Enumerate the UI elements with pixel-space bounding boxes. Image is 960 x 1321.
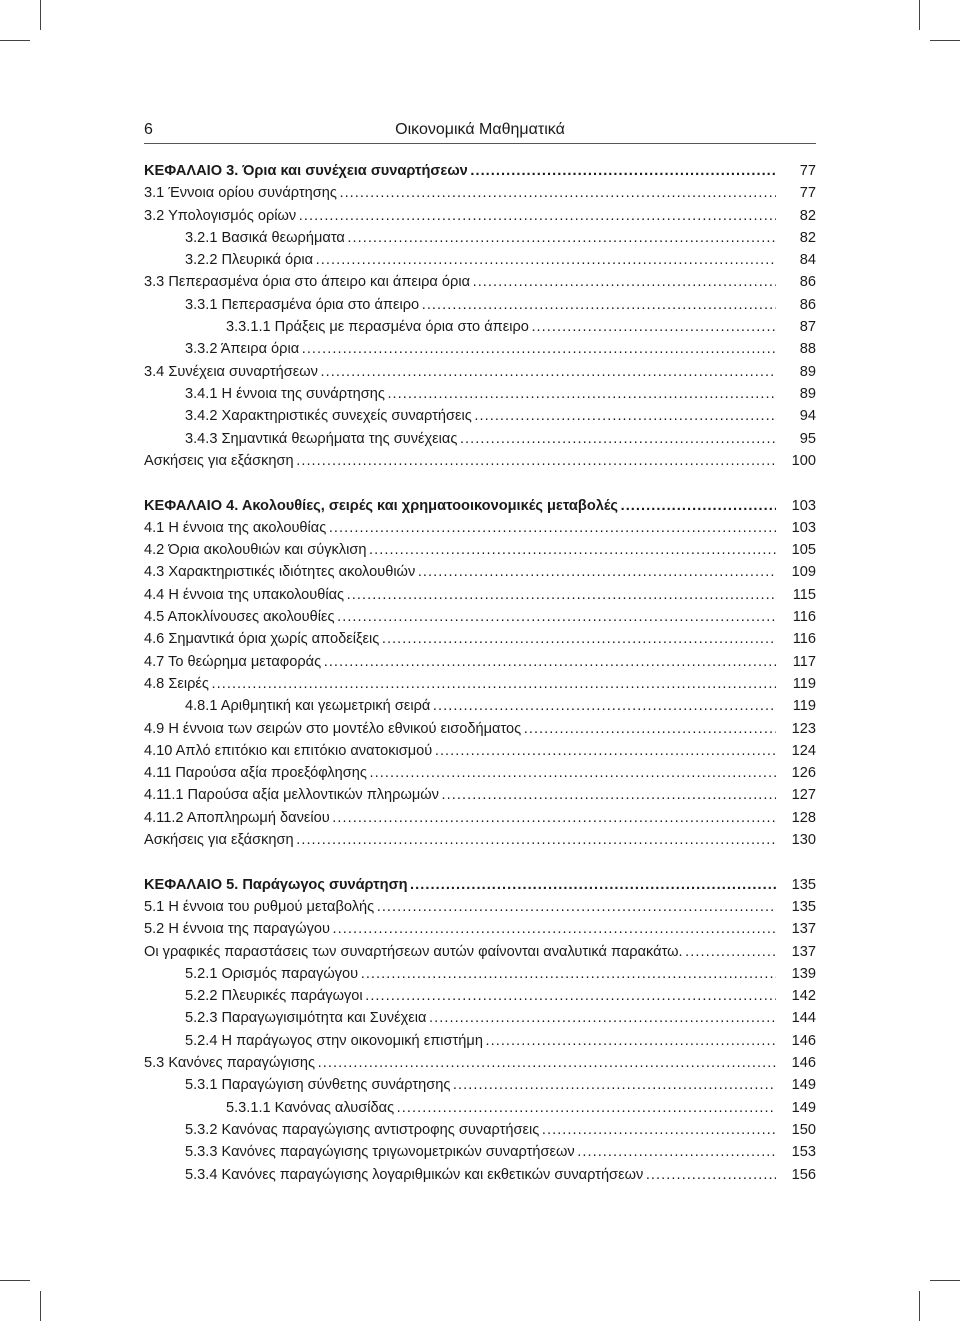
- toc-entry-title: 3.4.3 Σημαντικά θεωρήματα της συνέχειας . . .: [144, 428, 776, 450]
- running-title: Οικονομικά Μαθηματικά: [395, 121, 565, 138]
- toc-entry: [144, 338, 816, 360]
- toc-page-number: 119: [792, 675, 816, 692]
- toc-page-number: 105: [791, 542, 816, 559]
- toc-entry-title: 5.2.4 Η παράγωγος στην οικονομική επιστήμη . . .: [144, 1030, 776, 1052]
- toc-entry-title: 3.4.2 Χαρακτηριστικές συνεχείς συναρτήσεις . . .: [144, 405, 776, 427]
- toc-entry-title: 5.3.4 Κανόνες παραγώγισης λογαριθμικών και εκθετικών συναρτήσεων . . .: [144, 1164, 776, 1186]
- toc-entry: [144, 695, 816, 717]
- toc-page-number: 116: [792, 631, 816, 648]
- table-of-contents: [144, 160, 816, 1186]
- toc-page-number: 150: [791, 1121, 816, 1138]
- toc-entry: [144, 271, 816, 293]
- toc-entry-title: 4.1 Η έννοια της ακολουθίας . . .: [144, 517, 776, 539]
- toc-entry-title: 4.11.1 Παρούσα αξία μελλοντικών πληρωμών . . .: [144, 784, 776, 806]
- toc-entry: [144, 1007, 816, 1029]
- toc-chapter-heading: [144, 874, 816, 896]
- toc-page-number: 137: [791, 921, 816, 938]
- toc-entry-title: 5.3.3 Κανόνες παραγώγισης τριγωνομετρικών συναρτήσεων . . .: [144, 1141, 776, 1163]
- toc-page-number: 144: [791, 1010, 816, 1027]
- toc-entry-title: 4.10 Απλό επιτόκιο και επιτόκιο ανατοκισμού . . .: [144, 740, 776, 762]
- toc-entry: [144, 673, 816, 695]
- toc-entry: [144, 628, 816, 650]
- toc-entry: [144, 740, 816, 762]
- toc-page-number: 88: [799, 341, 816, 358]
- page-number: 6: [144, 121, 153, 138]
- toc-entry: [144, 918, 816, 940]
- toc-entry: [144, 205, 816, 227]
- toc-entry-title: 4.8.1 Αριθμητική και γεωμετρική σειρά . . .: [144, 695, 776, 717]
- toc-entry: [144, 584, 816, 606]
- toc-entry: [144, 784, 816, 806]
- crop-mark-bottom-left: [40, 1291, 41, 1321]
- toc-page-number: 100: [791, 452, 816, 469]
- toc-page-number: 82: [799, 229, 816, 246]
- toc-entry: [144, 606, 816, 628]
- toc-page-number: 115: [792, 586, 816, 603]
- toc-page-number: 149: [791, 1099, 816, 1116]
- toc-entry: [144, 1141, 816, 1163]
- toc-entry-title: 5.2.1 Ορισμός παραγώγου . . .: [144, 963, 776, 985]
- toc-entry: [144, 405, 816, 427]
- toc-page-number: 119: [792, 698, 816, 715]
- toc-entry-title: 4.11 Παρούσα αξία προεξόφλησης . . .: [144, 762, 776, 784]
- toc-entry: [144, 985, 816, 1007]
- toc-page-number: 77: [799, 163, 816, 179]
- toc-entry-title: 3.4.1 Η έννοια της συνάρτησης . . .: [144, 383, 776, 405]
- toc-page-number: 82: [799, 207, 816, 224]
- toc-entry-title: Ασκήσεις για εξάσκηση . . .: [144, 829, 776, 851]
- toc-section-gap: [144, 851, 816, 873]
- toc-entry-title: 3.3.1 Πεπερασμένα όρια στο άπειρο . . .: [144, 294, 776, 316]
- toc-entry-title: Ασκήσεις για εξάσκηση . . .: [144, 450, 776, 472]
- crop-mark-bottom-right: [919, 1291, 920, 1321]
- toc-entry-title: 3.2 Υπολογισμός ορίων . . .: [144, 205, 776, 227]
- toc-page-number: 123: [791, 720, 816, 737]
- toc-page-number: 124: [791, 742, 816, 759]
- toc-entry: [144, 249, 816, 271]
- toc-entry: [144, 896, 816, 918]
- toc-page-number: 109: [791, 564, 816, 581]
- toc-entry: [144, 651, 816, 673]
- toc-entry: [144, 762, 816, 784]
- toc-page-number: 117: [792, 653, 816, 670]
- toc-entry-title: 4.9 Η έννοια των σειρών στο μοντέλο εθνικού εισοδήματος . . .: [144, 718, 776, 740]
- toc-entry-title: 3.2.2 Πλευρικά όρια . . .: [144, 249, 776, 271]
- toc-entry-title: 5.2 Η έννοια της παραγώγου . . .: [144, 918, 776, 940]
- toc-entry: [144, 807, 816, 829]
- toc-page-number: 89: [799, 363, 816, 380]
- toc-entry-title: 4.4 Η έννοια της υπακολουθίας . . .: [144, 584, 776, 606]
- toc-entry-title: 3.3 Πεπερασμένα όρια στο άπειρο και άπειρα όρια . . .: [144, 271, 776, 293]
- toc-page-number: 87: [799, 319, 816, 336]
- toc-entry: [144, 1164, 816, 1186]
- toc-entry: [144, 1119, 816, 1141]
- toc-entry-title: 3.1 Έννοια ορίου συνάρτησης . . .: [144, 182, 776, 204]
- toc-entry: [144, 539, 816, 561]
- toc-entry: [144, 1052, 816, 1074]
- toc-entry-title: 4.7 Το θεώρημα μεταφοράς . . .: [144, 651, 776, 673]
- toc-entry: [144, 361, 816, 383]
- toc-page-number: 146: [791, 1055, 816, 1072]
- toc-page-number: 84: [799, 252, 816, 269]
- toc-page-number: 146: [791, 1032, 816, 1049]
- toc-entry-title: 5.1 Η έννοια του ρυθμού μεταβολής . . .: [144, 896, 776, 918]
- toc-page-number: 139: [791, 965, 816, 982]
- toc-page-number: 156: [791, 1166, 816, 1183]
- toc-entry-title: 3.3.2 Άπειρα όρια . . .: [144, 338, 776, 360]
- toc-page-number: 153: [791, 1144, 816, 1161]
- toc-entry: [144, 316, 816, 338]
- toc-entry: [144, 1030, 816, 1052]
- toc-entry-title: 3.2.1 Βασικά θεωρήματα . . .: [144, 227, 776, 249]
- toc-entry-title: 5.2.2 Πλευρικές παράγωγοι . . .: [144, 985, 776, 1007]
- toc-entry: [144, 963, 816, 985]
- toc-page-number: 130: [791, 832, 816, 848]
- toc-entry-title: 5.3.1.1 Κανόνας αλυσίδας . . .: [144, 1097, 776, 1119]
- toc-entry: [144, 428, 816, 450]
- toc-entry: [144, 294, 816, 316]
- toc-entry: [144, 1074, 816, 1096]
- toc-page-number: 94: [799, 408, 816, 425]
- toc-page-number: 128: [791, 809, 816, 826]
- toc-section-gap: [144, 472, 816, 494]
- toc-page-number: 135: [791, 898, 816, 915]
- toc-page-number: 95: [799, 430, 816, 447]
- toc-entry-title: 4.5 Αποκλίνουσες ακολουθίες . . .: [144, 606, 776, 628]
- toc-entry: [144, 450, 816, 472]
- toc-entry-title: 4.6 Σημαντικά όρια χωρίς αποδείξεις . . .: [144, 628, 776, 650]
- toc-page-number: 149: [791, 1077, 816, 1094]
- toc-entry-title: 5.3 Κανόνες παραγώγισης . . .: [144, 1052, 776, 1074]
- toc-entry: [144, 718, 816, 740]
- crop-mark-top-right: [919, 0, 920, 30]
- toc-entry-title: ΚΕΦΑΛΑΙΟ 4. Ακολουθίες, σειρές και χρηματοοικονομικές μεταβολές . . .: [144, 495, 776, 517]
- toc-entry-title: 5.3.1 Παραγώγιση σύνθετης συνάρτησης . . .: [144, 1074, 776, 1096]
- toc-chapter-heading: [144, 495, 816, 517]
- toc-entry-title: 5.2.3 Παραγωγισιμότητα και Συνέχεια . . .: [144, 1007, 776, 1029]
- toc-entry-title: 5.3.2 Κανόνας παραγώγισης αντιστροφης συναρτήσεις . . .: [144, 1119, 776, 1141]
- crop-mark-right-top: [930, 40, 960, 41]
- page-header: [144, 119, 816, 144]
- toc-page-number: 86: [799, 274, 816, 291]
- toc-entry-title: 3.4 Συνέχεια συναρτήσεων . . .: [144, 361, 776, 383]
- toc-entry: [144, 561, 816, 583]
- toc-entry: [144, 182, 816, 204]
- toc-entry: [144, 1097, 816, 1119]
- toc-chapter-heading: [144, 160, 816, 182]
- toc-entry-title: 4.8 Σειρές . . .: [144, 673, 776, 695]
- crop-mark-top-left: [40, 0, 41, 30]
- crop-mark-left-top: [0, 40, 30, 41]
- toc-page-number: 135: [791, 876, 816, 893]
- toc-page-number: 137: [791, 943, 816, 960]
- toc-entry-title: 4.3 Χαρακτηριστικές ιδιότητες ακολουθιών . . .: [144, 561, 776, 583]
- toc-entry: [144, 517, 816, 539]
- toc-entry-title: ΚΕΦΑΛΑΙΟ 3. Όρια και συνέχεια συναρτήσεων . . .: [144, 160, 776, 182]
- toc-entry: [144, 227, 816, 249]
- toc-entry-title: 4.2 Όρια ακολουθιών και σύγκλιση . . .: [144, 539, 776, 561]
- toc-entry-title: Οι γραφικές παραστάσεις των συναρτήσεων αυτών φαίνονται αναλυτικά παρακάτω. . . .: [144, 941, 776, 963]
- toc-entry-title: 4.11.2 Αποπληρωμή δανείου . . .: [144, 807, 776, 829]
- toc-page-number: 142: [791, 988, 816, 1005]
- toc-entry-title: 3.3.1.1 Πράξεις με περασμένα όρια στο άπειρο . . .: [144, 316, 776, 338]
- toc-entry: [144, 941, 816, 963]
- toc-entry-title: ΚΕΦΑΛΑΙΟ 5. Παράγωγος συνάρτηση . . .: [144, 874, 776, 896]
- toc-page-number: 103: [791, 497, 816, 514]
- toc-page-number: 126: [791, 765, 816, 782]
- toc-page-number: 127: [791, 787, 816, 804]
- crop-mark-left-bottom: [0, 1280, 30, 1281]
- crop-mark-right-bottom: [930, 1280, 960, 1281]
- toc-entry: [144, 829, 816, 851]
- toc-page-number: 89: [799, 385, 816, 402]
- toc-page-number: 86: [799, 296, 816, 313]
- toc-page-number: 116: [792, 609, 816, 626]
- toc-page-number: 103: [791, 519, 816, 536]
- toc-page-number: 77: [799, 185, 816, 202]
- toc-entry: [144, 383, 816, 405]
